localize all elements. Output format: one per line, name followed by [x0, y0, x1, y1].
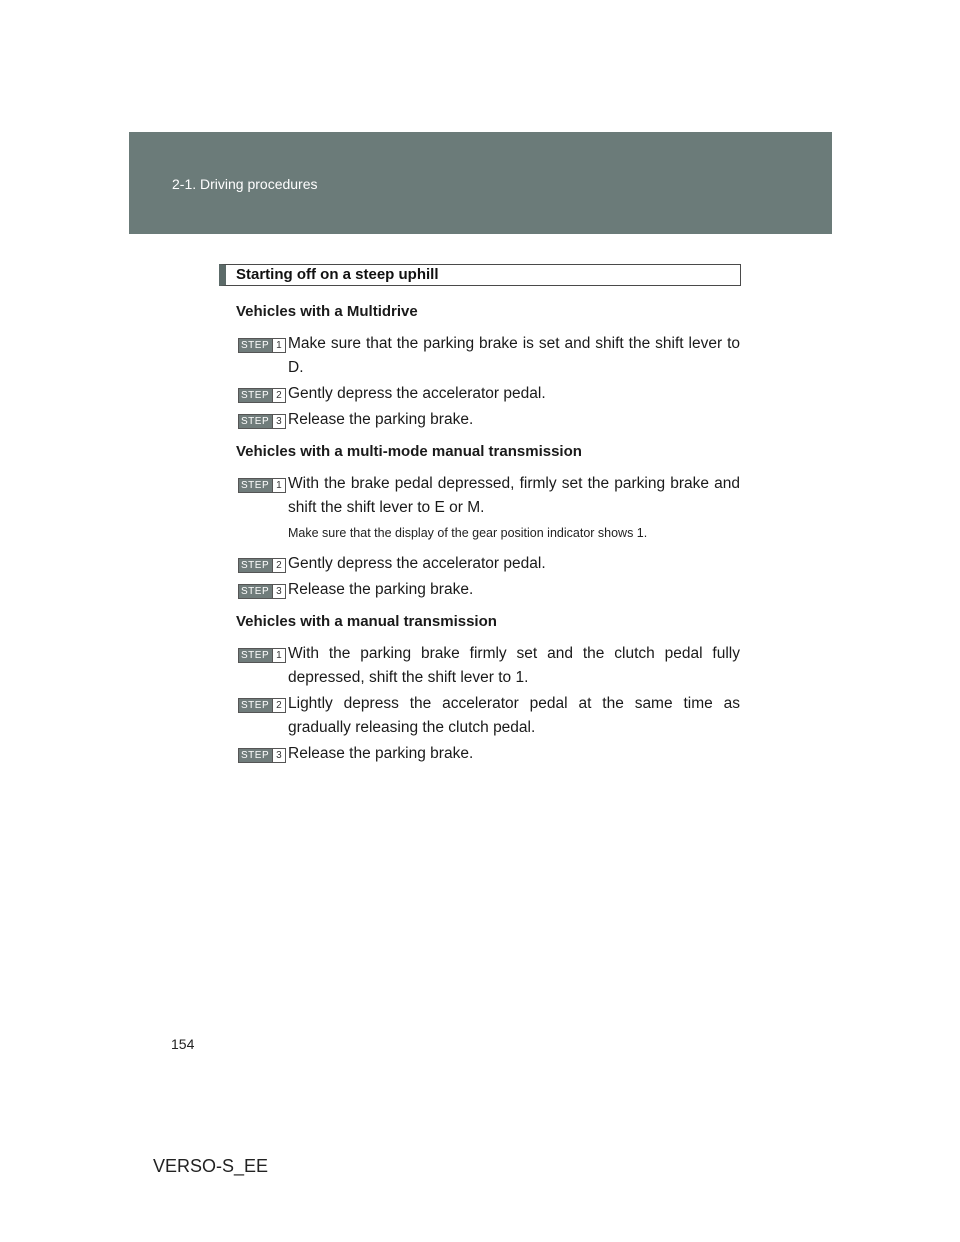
section-heading-box [219, 264, 741, 286]
step-badge: STEP 3 [238, 414, 286, 429]
step-item [236, 332, 740, 380]
step-badge: STEP 3 [238, 584, 286, 599]
section-title: Starting off on a steep uphill [236, 266, 439, 283]
step-text: Lightly depress the accelerator pedal at the same time as gradually releasing the clutch pedal. [288, 695, 740, 736]
step-item [236, 382, 740, 406]
step-text: Release the parking brake. [288, 411, 474, 428]
step-item [236, 642, 740, 690]
breadcrumb: 2-1. Driving procedures [172, 176, 318, 192]
group-heading: Vehicles with a manual transmission [236, 613, 497, 630]
instructions [236, 302, 740, 768]
document-code: VERSO-S_EE [153, 1156, 269, 1176]
step-badge: STEP 1 [238, 648, 286, 663]
page-number: 154 [171, 1036, 195, 1052]
step-item [236, 552, 740, 576]
step-note: Make sure that the display of the gear position indicator shows 1. [288, 526, 648, 540]
step-text: Gently depress the accelerator pedal. [288, 385, 546, 402]
step-badge: STEP 1 [238, 478, 286, 493]
step-text: Make sure that the parking brake is set and shift the shift lever to D. [288, 335, 740, 376]
group-heading: Vehicles with a multi-mode manual transmission [236, 443, 582, 460]
group-heading: Vehicles with a Multidrive [236, 303, 418, 320]
step-badge: STEP 3 [238, 748, 286, 763]
step-text: Release the parking brake. [288, 745, 474, 762]
step-badge: STEP 2 [238, 698, 286, 713]
step-text: Release the parking brake. [288, 581, 474, 598]
step-badge: STEP 1 [238, 338, 286, 353]
step-badge: STEP 2 [238, 558, 286, 573]
step-item [236, 742, 740, 766]
step-text: With the brake pedal depressed, firmly set the parking brake and shift the shift lever to E or M. [288, 475, 740, 516]
step-item [236, 472, 740, 520]
step-text: Gently depress the accelerator pedal. [288, 555, 546, 572]
step-badge: STEP 2 [238, 388, 286, 403]
step-item [236, 578, 740, 602]
step-item [236, 408, 740, 432]
step-item [236, 692, 740, 740]
step-text: With the parking brake firmly set and the clutch pedal fully depressed, shift the shift lever to 1. [288, 645, 740, 686]
